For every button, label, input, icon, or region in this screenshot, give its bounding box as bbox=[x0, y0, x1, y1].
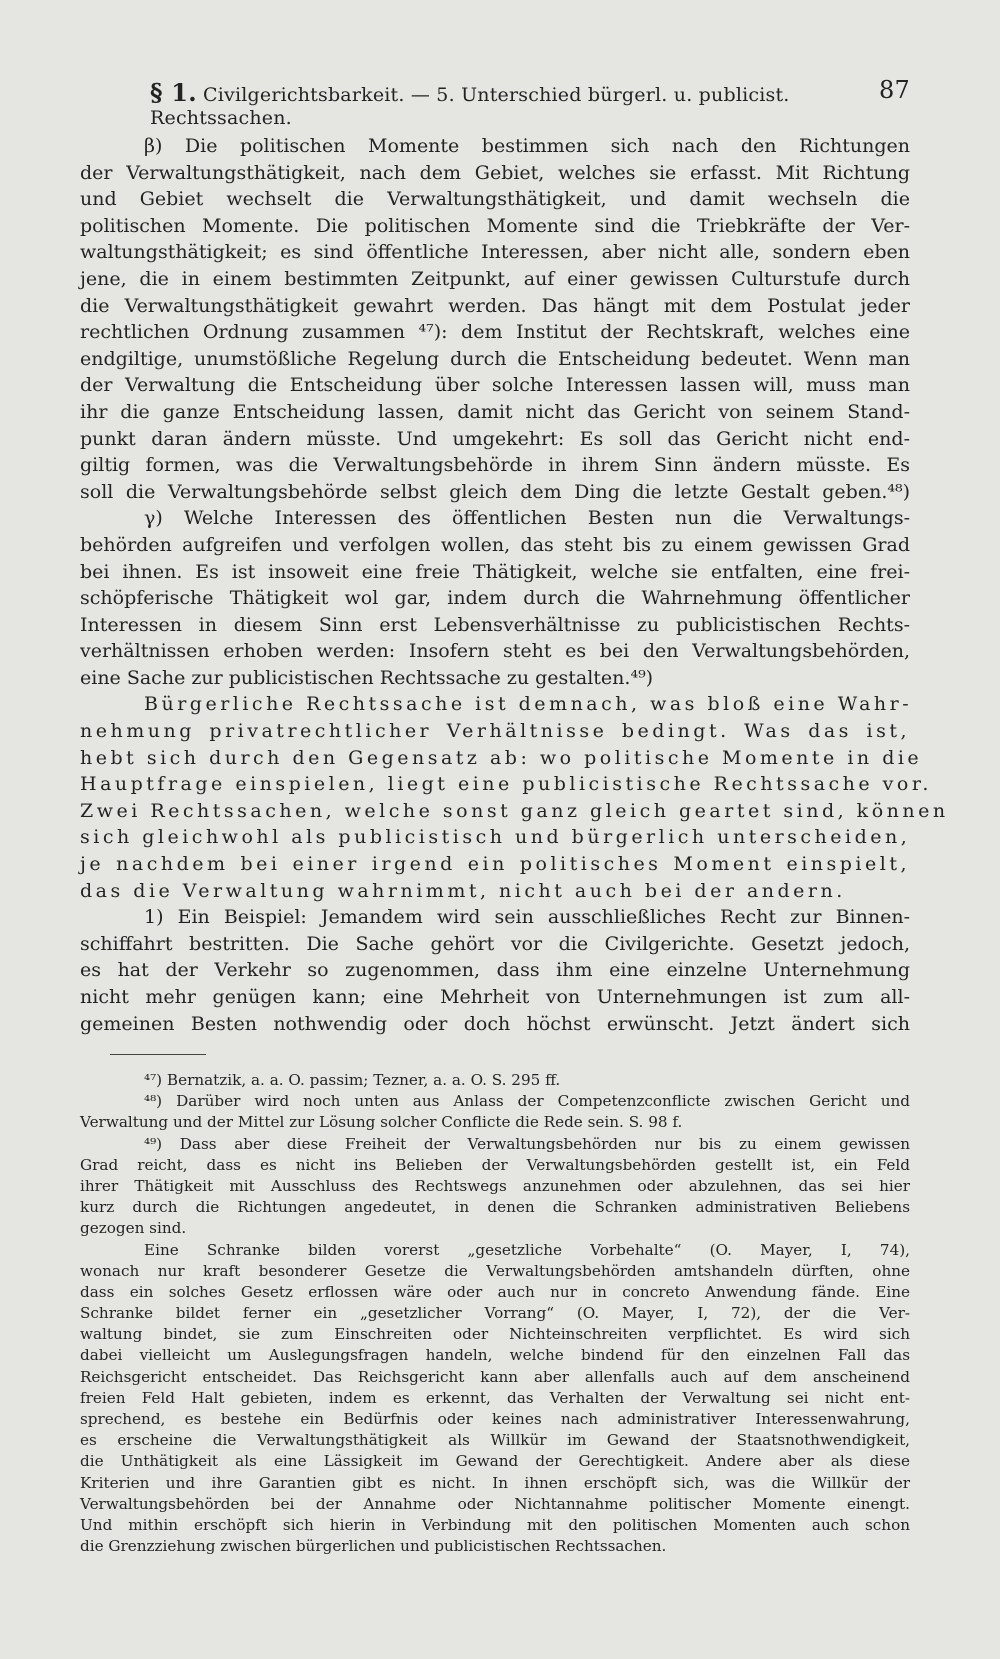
footnote-line: kurz durch die Richtungen angedeutet, in denen die Schranken administrativen Beliebens bbox=[80, 1198, 910, 1217]
text-line: es hat der Verkehr so zugenommen, dass ihm eine einzelne Unternehmung bbox=[80, 959, 910, 982]
text-line: punkt daran ändern müsste. Und umgekehrt: Es soll das Gericht nicht end- bbox=[80, 427, 910, 450]
footnote-line: Kriterien und ihre Garantien gibt es nicht. In ihnen erschöpft sich, was die Willkür der bbox=[80, 1473, 910, 1492]
footnote-line: Reichsgericht entscheidet. Das Reichsgericht kann aber allenfalls auch auf dem anscheinend bbox=[80, 1367, 910, 1386]
footnote-line: ihrer Thätigkeit mit Ausschluss des Rechtswegs anzunehmen oder abzulehnen, das sei hier bbox=[80, 1176, 910, 1195]
text-line: ihr die ganze Entscheidung lassen, damit nicht das Gericht von seinem Stand- bbox=[80, 400, 910, 423]
section-mark: § 1. bbox=[150, 78, 197, 107]
footnote-line: Verwaltungsbehörden bei der Annahme oder Nichtannahme politischer Momente einengt. bbox=[80, 1494, 910, 1513]
footnote-line: Eine Schranke bilden vorerst „gesetzliche Vorbehalte“ (O. Mayer, I, 74), bbox=[144, 1240, 910, 1259]
text-line: der Verwaltungsthätigkeit, nach dem Gebiet, welches sie erfasst. Mit Richtung bbox=[80, 161, 910, 184]
text-line: und Gebiet wechselt die Verwaltungsthätigkeit, und damit wechseln die bbox=[80, 188, 910, 211]
footnote-line: ⁴⁹) Dass aber diese Freiheit der Verwaltungsbehörden nur bis zu einem gewissen bbox=[144, 1134, 910, 1153]
footnote-line: gezogen sind. bbox=[80, 1219, 187, 1238]
text-line: schiffahrt bestritten. Die Sache gehört vor die Civilgerichte. Gesetzt jedoch, bbox=[80, 932, 910, 955]
text-line: je nachdem bei einer irgend ein politisches Moment einspielt, bbox=[80, 853, 910, 876]
footnotes bbox=[80, 1070, 910, 1557]
text-line: hebt sich durch den Gegensatz ab: wo politische Momente in die bbox=[80, 746, 923, 769]
footnote-line: wonach nur kraft besonderer Gesetze die Verwaltungsbehörden amtshandeln dürften, ohne bbox=[80, 1261, 910, 1280]
text-line: das die Verwaltung wahrnimmt, nicht auch bei der andern. bbox=[80, 879, 846, 902]
text-line: β) Die politischen Momente bestimmen sich nach den Richtungen bbox=[144, 135, 910, 157]
text-line: schöpferische Thätigkeit wol gar, indem durch die Wahrnehmung öffentlicher bbox=[80, 587, 910, 610]
main-text bbox=[80, 133, 949, 1037]
text-line: nicht mehr genügen kann; eine Mehrheit von Unternehmungen ist zum all- bbox=[80, 986, 910, 1008]
footnote-line: dabei vielleicht um Auslegungsfragen handeln, welche bindend für den einzelnen Fall das bbox=[80, 1346, 910, 1365]
text-line: eine Sache zur publicistischen Rechtssache zu gestalten.⁴⁹) bbox=[80, 666, 654, 689]
footnote-line: Verwaltung und der Mittel zur Lösung solcher Conflicte die Rede sein. S. 98 f. bbox=[80, 1113, 683, 1132]
footnote-line: es erscheine die Verwaltungsthätigkeit als Willkür im Gewand der Staatsnothwendigkeit, bbox=[80, 1431, 910, 1450]
text-line: Hauptfrage einspielen, liegt eine publicistische Rechtssache vor. bbox=[80, 773, 932, 796]
text-line: endgiltige, unumstößliche Regelung durch die Entscheidung bedeutet. Wenn man bbox=[80, 347, 910, 370]
text-line: 1) Ein Beispiel: Jemandem wird sein ausschließliches Recht zur Binnen- bbox=[144, 906, 910, 929]
footnote-line: die Grenzziehung zwischen bürgerlichen und publicistischen Rechtssachen. bbox=[80, 1537, 667, 1556]
footnote-line: ⁴⁸) Darüber wird noch unten aus Anlass der Competenzconflicte zwischen Gericht und bbox=[144, 1092, 910, 1111]
text-line: verhältnissen erhoben werden: Insofern steht es bei den Verwaltungsbehörden, bbox=[80, 640, 910, 663]
text-line: behörden aufgreifen und verfolgen wollen, das steht bis zu einem gewissen Grad bbox=[80, 533, 910, 556]
footnote-line: die Unthätigkeit als eine Lässigkeit im Gewand der Gerechtigkeit. Andere aber als diese bbox=[80, 1452, 910, 1471]
footnote-divider bbox=[110, 1054, 206, 1055]
footnote-line: ⁴⁷) Bernatzik, a. a. O. passim; Tezner, a. a. O. S. 295 ff. bbox=[144, 1071, 561, 1089]
text-line: gemeinen Besten nothwendig oder doch höchst erwünscht. Jetzt ändert sich bbox=[80, 1012, 910, 1035]
text-line: der Verwaltung die Entscheidung über solche Interessen lassen will, muss man bbox=[80, 374, 910, 397]
footnote-line: waltung bindet, sie zum Einschreiten oder Nichteinschreiten verpflichtet. Es wird sich bbox=[80, 1325, 910, 1344]
text-line: giltig formen, was die Verwaltungsbehörde in ihrem Sinn ändern müsste. Es bbox=[80, 454, 910, 477]
text-line: Bürgerliche Rechtssache ist demnach, was bloß eine Wahr- bbox=[144, 693, 913, 716]
footnote-line: Und mithin erschöpft sich hierin in Verbindung mit den politischen Momenten auch schon bbox=[80, 1515, 910, 1534]
text-line: bei ihnen. Es ist insoweit eine freie Thätigkeit, welche sie entfalten, eine frei- bbox=[80, 560, 910, 583]
text-line: die Verwaltungsthätigkeit gewahrt werden. Das hängt mit dem Postulat jeder bbox=[80, 294, 910, 317]
text-line: sich gleichwohl als publicistisch und bürgerlich unterscheiden, bbox=[80, 826, 911, 849]
footnote-line: dass ein solches Gesetz erflossen wäre oder auch nur in concreto Anwendung fände. Eine bbox=[80, 1282, 910, 1301]
text-line: γ) Welche Interessen des öffentlichen Besten nun die Verwaltungs- bbox=[144, 507, 910, 530]
text-line: waltungsthätigkeit; es sind öffentliche Interessen, aber nicht alle, sondern eben bbox=[80, 241, 910, 264]
footnote-line: Grad reicht, dass es nicht ins Belieben der Verwaltungsbehörden gestellt ist, ein Feld bbox=[80, 1155, 910, 1174]
footnote-line: sprechend, es bestehe ein Bedürfnis oder keines nach administrativer Interessenwahrung, bbox=[80, 1410, 910, 1428]
text-line: soll die Verwaltungsbehörde selbst gleich dem Ding die letzte Gestalt geben.⁴⁸) bbox=[80, 480, 910, 503]
text-line: jene, die in einem bestimmten Zeitpunkt, auf einer gewissen Culturstufe durch bbox=[80, 267, 910, 290]
running-header bbox=[150, 76, 910, 129]
text-line: rechtlichen Ordnung zusammen ⁴⁷): dem Institut der Rechtskraft, welches eine bbox=[80, 321, 910, 344]
footnote-line: Schranke bildet ferner ein „gesetzlicher Vorrang“ (O. Mayer, I, 72), der die Ver- bbox=[80, 1304, 910, 1323]
text-line: politischen Momente. Die politischen Momente sind die Triebkräfte der Ver- bbox=[80, 214, 910, 237]
text-line: Zwei Rechtssachen, welche sonst ganz gleich geartet sind, können bbox=[80, 799, 949, 822]
text-line: nehmung privatrechtlicher Verhältnisse bedingt. Was das ist, bbox=[80, 720, 910, 743]
page-number: 87 bbox=[879, 76, 910, 104]
footnote-line: freien Feld Halt gebieten, indem es erkennt, das Verhalten der Verwaltung sei nicht ent- bbox=[80, 1388, 910, 1407]
running-title: Civilgerichtsbarkeit. — 5. Unterschied bürgerl. u. publicist. Rechtssachen. bbox=[150, 84, 790, 129]
text-line: Interessen in diesem Sinn erst Lebensverhältnisse zu publicistischen Rechts- bbox=[80, 613, 910, 636]
